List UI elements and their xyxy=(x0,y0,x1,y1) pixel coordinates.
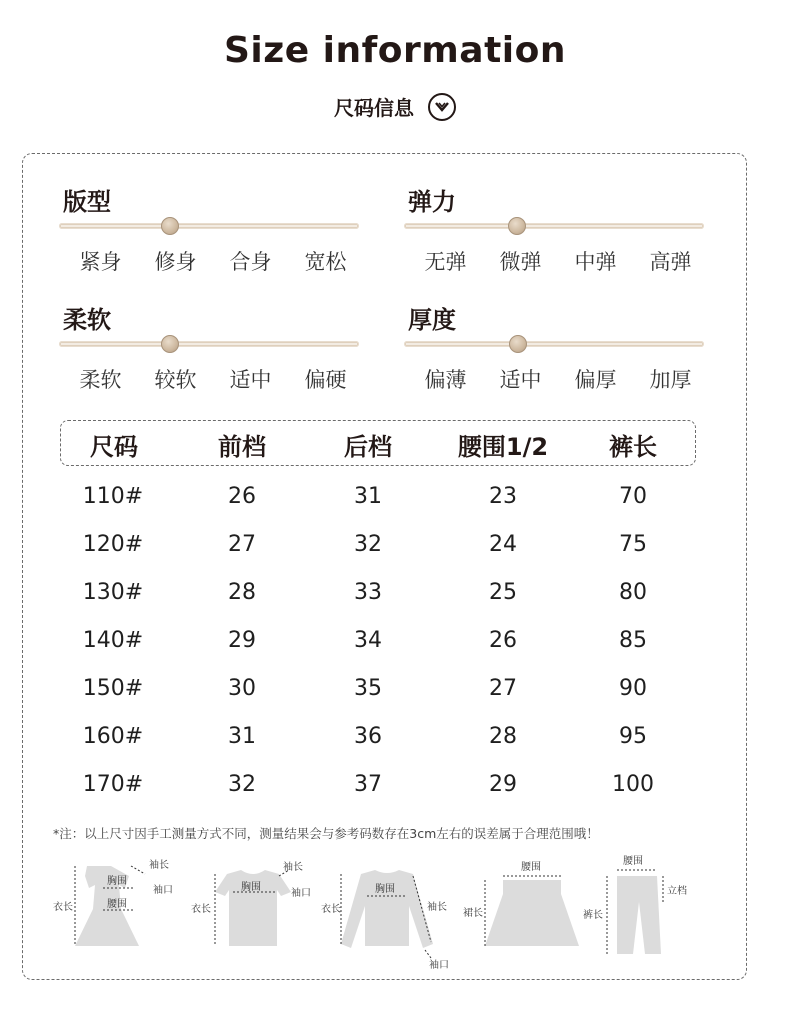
table-cell: 28 xyxy=(489,724,517,749)
table-cell: 27 xyxy=(228,532,256,557)
slider-knob xyxy=(508,217,526,235)
option-label: 合身 xyxy=(229,250,272,274)
diagram-label: 腰围 xyxy=(521,862,541,873)
diagram-label: 袖口 xyxy=(153,885,173,896)
table-cell: 28 xyxy=(228,580,256,605)
table-cell: 31 xyxy=(228,724,256,749)
attribute-thickness xyxy=(408,300,708,392)
attribute-title: 版型 xyxy=(63,188,111,216)
sweater-diagram xyxy=(321,854,461,979)
table-cell: 24 xyxy=(489,532,517,557)
option-label: 偏硬 xyxy=(304,368,347,392)
slider-knob xyxy=(509,335,527,353)
slider-track xyxy=(404,223,704,229)
option-label: 适中 xyxy=(499,368,542,392)
table-cell: 95 xyxy=(619,724,647,749)
slider-knob xyxy=(161,335,179,353)
table-cell: 90 xyxy=(619,676,647,701)
chevron-down-circle-icon xyxy=(428,93,456,121)
option-label: 无弹 xyxy=(424,250,467,274)
attribute-title: 厚度 xyxy=(408,306,456,334)
diagram-label: 胸围 xyxy=(107,876,127,887)
fit-slider xyxy=(59,222,359,230)
subtitle-row xyxy=(0,92,790,121)
table-cell: 30 xyxy=(228,676,256,701)
subtitle: 尺码信息 xyxy=(334,96,414,120)
attribute-fit xyxy=(63,182,363,274)
diagram-label: 腰围 xyxy=(623,856,643,867)
option-label: 适中 xyxy=(229,368,272,392)
table-cell: 75 xyxy=(619,532,647,557)
attribute-title: 柔软 xyxy=(63,306,111,334)
header-back-rise: 后档 xyxy=(344,433,392,461)
table-row xyxy=(23,676,748,706)
table-cell: 70 xyxy=(619,484,647,509)
table-cell: 23 xyxy=(489,484,517,509)
diagram-label: 衣长 xyxy=(53,902,73,913)
tshirt-diagram xyxy=(191,854,321,959)
dress-diagram xyxy=(53,854,173,959)
option-label: 微弹 xyxy=(499,250,542,274)
slider-track xyxy=(404,341,704,347)
diagram-label: 胸围 xyxy=(241,882,261,893)
diagram-label: 袖长 xyxy=(427,902,447,913)
diagram-label: 裙长 xyxy=(463,908,483,919)
page-title: Size information xyxy=(223,30,566,71)
table-cell: 37 xyxy=(354,772,382,797)
table-cell: 27 xyxy=(489,676,517,701)
header-pants-length: 裤长 xyxy=(609,433,657,461)
table-cell: 100 xyxy=(612,772,654,797)
table-cell: 26 xyxy=(489,628,517,653)
pants-diagram xyxy=(583,854,703,964)
slider-track xyxy=(59,223,359,229)
header-size: 尺码 xyxy=(90,433,138,461)
table-cell: 33 xyxy=(354,580,382,605)
table-cell: 25 xyxy=(489,580,517,605)
option-label: 加厚 xyxy=(649,368,692,392)
table-cell: 140# xyxy=(82,628,144,653)
diagram-label: 衣长 xyxy=(191,904,211,915)
attribute-elasticity xyxy=(408,182,708,274)
option-label: 紧身 xyxy=(79,250,122,274)
diagram-label: 胸围 xyxy=(375,884,395,895)
option-label: 偏厚 xyxy=(574,368,617,392)
table-cell: 29 xyxy=(489,772,517,797)
option-label: 中弹 xyxy=(574,250,617,274)
diagram-label: 袖口 xyxy=(291,888,311,899)
slider-track xyxy=(59,341,359,347)
table-row xyxy=(23,628,748,658)
option-label: 修身 xyxy=(154,250,197,274)
thickness-slider xyxy=(404,340,704,348)
table-cell: 31 xyxy=(354,484,382,509)
option-label: 高弹 xyxy=(649,250,692,274)
option-label: 宽松 xyxy=(304,250,347,274)
table-cell: 170# xyxy=(82,772,144,797)
table-cell: 120# xyxy=(82,532,144,557)
diagram-label: 立档 xyxy=(667,886,687,897)
attribute-softness xyxy=(63,300,363,392)
garment-diagrams xyxy=(23,854,748,979)
diagram-label: 袖长 xyxy=(283,862,303,873)
table-row xyxy=(23,580,748,610)
header-front-rise: 前档 xyxy=(218,433,266,461)
softness-slider xyxy=(59,340,359,348)
table-cell: 80 xyxy=(619,580,647,605)
table-header xyxy=(60,420,696,466)
table-cell: 35 xyxy=(354,676,382,701)
table-cell: 32 xyxy=(228,772,256,797)
table-cell: 150# xyxy=(82,676,144,701)
option-label: 柔软 xyxy=(79,368,122,392)
size-info-card xyxy=(22,153,747,980)
diagram-label: 袖口 xyxy=(429,960,449,971)
table-row xyxy=(23,724,748,754)
table-row xyxy=(23,532,748,562)
slider-knob xyxy=(161,217,179,235)
table-cell: 32 xyxy=(354,532,382,557)
diagram-label: 裤长 xyxy=(583,910,603,921)
attribute-title: 弹力 xyxy=(408,188,456,216)
header-half-waist: 腰围1/2 xyxy=(457,433,549,461)
table-cell: 110# xyxy=(82,484,144,509)
table-cell: 29 xyxy=(228,628,256,653)
table-cell: 36 xyxy=(354,724,382,749)
table-cell: 34 xyxy=(354,628,382,653)
table-cell: 26 xyxy=(228,484,256,509)
elasticity-slider xyxy=(404,222,704,230)
option-label: 偏薄 xyxy=(424,368,467,392)
table-row xyxy=(23,772,748,802)
diagram-label: 袖长 xyxy=(149,860,169,871)
skirt-diagram xyxy=(463,854,593,959)
table-cell: 85 xyxy=(619,628,647,653)
option-label: 较软 xyxy=(154,368,197,392)
table-cell: 130# xyxy=(82,580,144,605)
diagram-label: 腰围 xyxy=(107,899,127,910)
measurement-note: *注：以上尺寸因手工测量方式不同，测量结果会与参考码数存在3cm左右的误差属于合理范围哦！ xyxy=(53,826,599,841)
diagram-label: 衣长 xyxy=(321,904,341,915)
table-row xyxy=(23,484,748,514)
table-cell: 160# xyxy=(82,724,144,749)
